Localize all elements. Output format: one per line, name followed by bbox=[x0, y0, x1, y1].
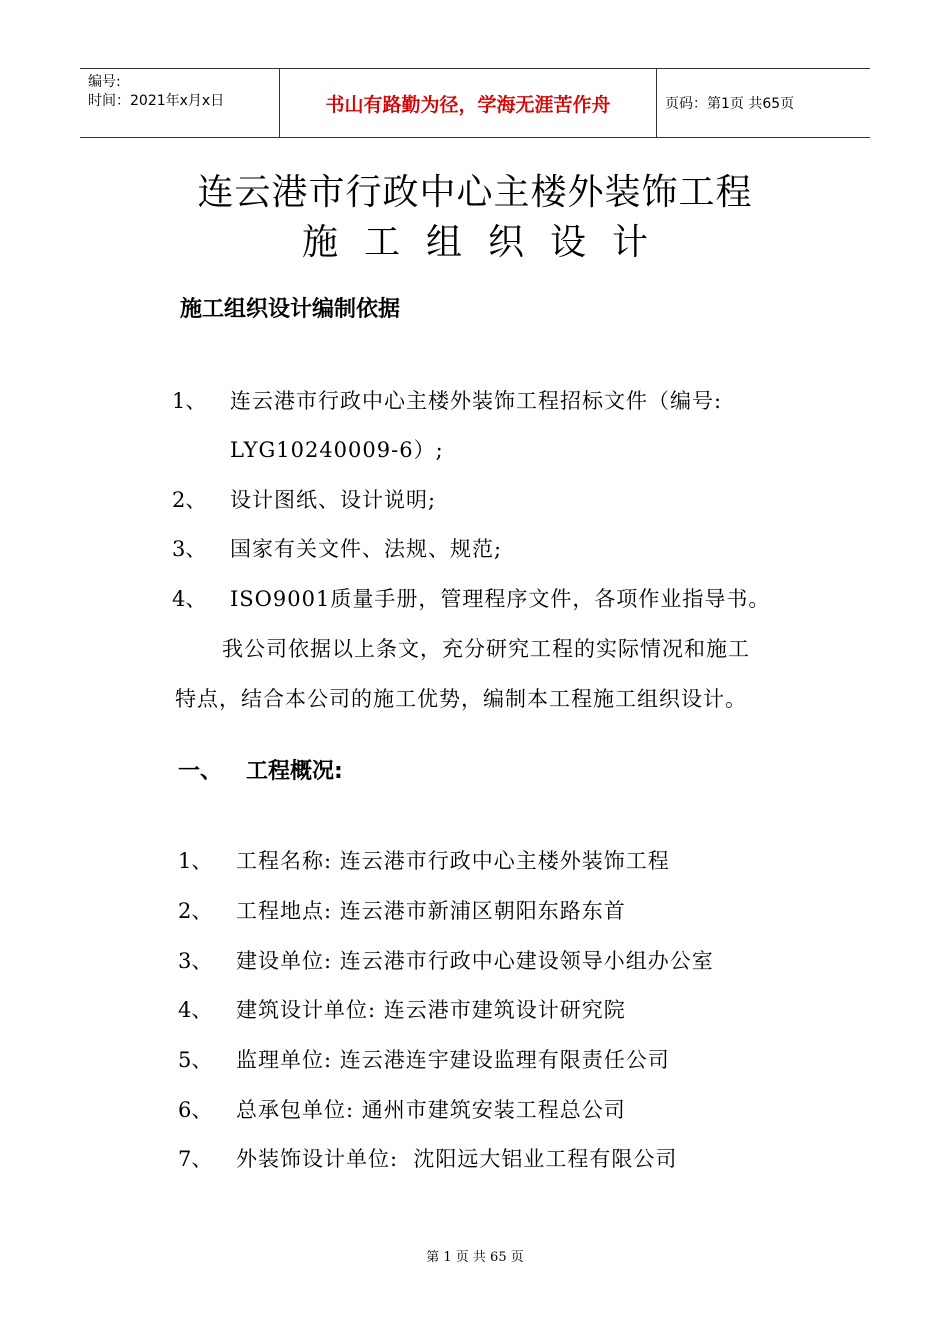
header-meta bbox=[80, 69, 280, 137]
overview-item-4-number: 4、 bbox=[178, 998, 213, 1022]
overview-item-7-number: 7、 bbox=[178, 1147, 213, 1171]
overview-item-2-number: 2、 bbox=[178, 899, 213, 923]
overview-item-6-number: 6、 bbox=[178, 1098, 213, 1122]
overview-item-1-text: 工程名称: 连云港市行政中心主楼外装饰工程 bbox=[236, 849, 670, 873]
basis-item-1-continuation: LYG10240009-6）; bbox=[230, 438, 444, 462]
basis-item-1-text: 连云港市行政中心主楼外装饰工程招标文件（编号: bbox=[230, 389, 723, 413]
basis-item-2-text: 设计图纸、设计说明; bbox=[230, 488, 437, 512]
basis-heading: 施工组织设计编制依据 bbox=[180, 297, 401, 322]
overview-heading: 工程概况: bbox=[246, 759, 343, 784]
basis-item-4-text: ISO9001质量手册，管理程序文件，各项作业指导书。 bbox=[230, 587, 771, 611]
document-title: 连云港市行政中心主楼外装饰工程 bbox=[197, 172, 753, 213]
overview-item-2-text: 工程地点: 连云港市新浦区朝阳东路东首 bbox=[236, 899, 626, 923]
basis-item-4-number: 4、 bbox=[172, 587, 207, 611]
page-header bbox=[80, 68, 870, 138]
basis-paragraph-line1: 我公司依据以上条文，充分研究工程的实际情况和施工 bbox=[222, 637, 750, 661]
header-motto: 书山有路勤为径，学海无涯苦作舟 bbox=[280, 69, 657, 137]
overview-item-3-text: 建设单位: 连云港市行政中心建设领导小组办公室 bbox=[236, 949, 714, 973]
overview-number: 一、 bbox=[178, 759, 223, 784]
page-footer: 第 1 页 共 65 页 bbox=[426, 1250, 524, 1265]
basis-item-3-number: 3、 bbox=[172, 537, 207, 561]
overview-item-6-text: 总承包单位: 通州市建筑安装工程总公司 bbox=[236, 1098, 626, 1122]
header-page-info: 页码：第1页 共65页 bbox=[665, 96, 795, 112]
basis-item-3-text: 国家有关文件、法规、规范; bbox=[230, 537, 503, 561]
document-subtitle: 施工组织设计 bbox=[301, 222, 674, 263]
overview-item-4-text: 建筑设计单位: 连云港市建筑设计研究院 bbox=[236, 998, 626, 1022]
overview-item-5-text: 监理单位: 连云港连宇建设监理有限责任公司 bbox=[236, 1048, 670, 1072]
overview-item-1-number: 1、 bbox=[178, 849, 213, 873]
basis-item-1-number: 1、 bbox=[172, 389, 207, 413]
basis-paragraph-line2: 特点，结合本公司的施工优势，编制本工程施工组织设计。 bbox=[175, 687, 747, 711]
overview-item-7-text: 外装饰设计单位: 沈阳远大铝业工程有限公司 bbox=[236, 1147, 678, 1171]
time-label: 时间：2021年x月x日 bbox=[88, 93, 225, 109]
overview-item-3-number: 3、 bbox=[178, 949, 213, 973]
overview-item-5-number: 5、 bbox=[178, 1048, 213, 1072]
basis-item-2-number: 2、 bbox=[172, 488, 207, 512]
number-label: 编号: bbox=[88, 74, 121, 90]
